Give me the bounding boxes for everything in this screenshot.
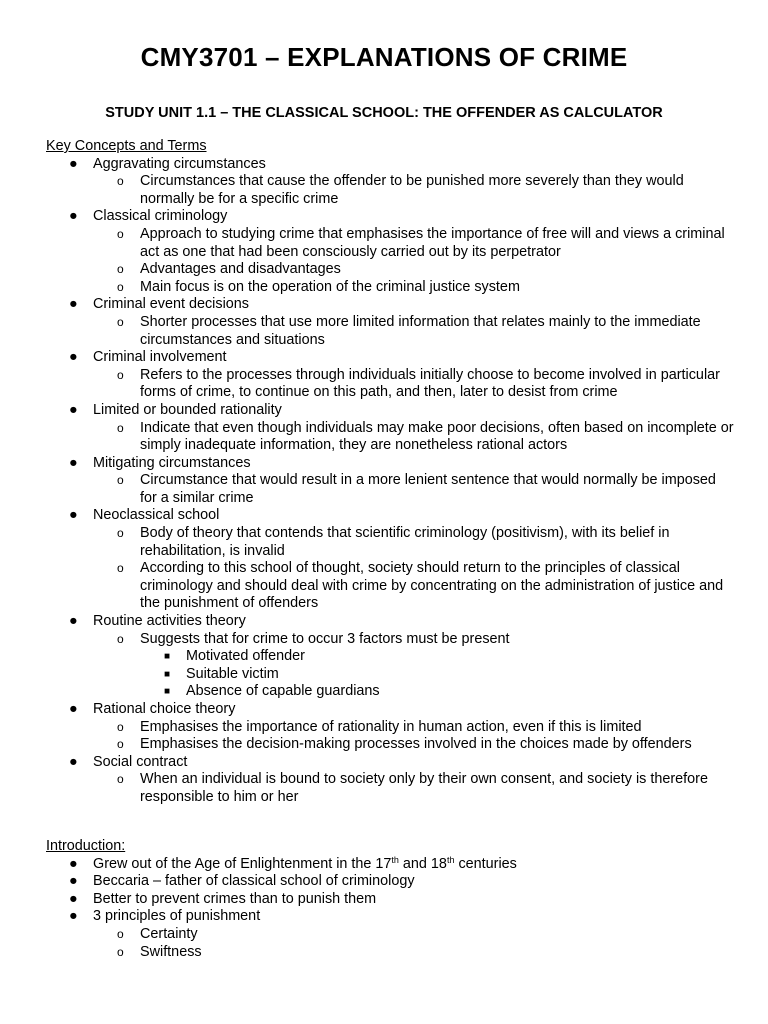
sub-item-text: Refers to the processes through individuals initially choose to become involved in particular forms of crime, to continue on this path, and then, later to desist from crime xyxy=(140,366,720,401)
bullet-icon: ● xyxy=(69,454,78,471)
key-concepts-section xyxy=(46,138,736,807)
sub-list-item xyxy=(93,525,736,560)
document-title: CMY3701 – EXPLANATIONS OF CRIME xyxy=(140,42,628,72)
intro-enlightenment-text: Grew out of the Age of Enlightenment in the 17th and 18th centuries xyxy=(93,854,517,872)
sub-list-item xyxy=(93,420,736,455)
square-bullet-icon: ■ xyxy=(164,668,171,680)
square-bullet-icon: ■ xyxy=(164,651,171,663)
concept-term: Routine activities theory xyxy=(93,613,246,630)
sub-list-item xyxy=(93,173,736,208)
circle-bullet-icon: o xyxy=(117,737,124,752)
circle-bullet-icon: o xyxy=(117,526,124,541)
bullet-icon: ● xyxy=(69,155,78,172)
circle-bullet-icon: o xyxy=(117,262,124,277)
list-item xyxy=(46,908,736,961)
sub-list-item xyxy=(93,367,736,402)
concept-sub-list xyxy=(93,367,736,402)
concept-sub-list xyxy=(93,173,736,208)
concept-item xyxy=(46,754,736,807)
study-unit-subtitle: STUDY UNIT 1.1 – THE CLASSICAL SCHOOL: THE OFFENDER AS CALCULATOR xyxy=(105,105,663,121)
concept-sub-list xyxy=(93,525,736,613)
sub-list-item xyxy=(93,472,736,507)
factor-item xyxy=(140,666,736,684)
concept-item xyxy=(46,507,736,613)
sub-item-text: Circumstances that cause the offender to be punished more severely than they would normally be for a specific crime xyxy=(140,173,684,207)
sub-list-item xyxy=(93,771,736,806)
factor-list xyxy=(140,648,736,701)
bullet-icon: ● xyxy=(69,296,78,313)
circle-bullet-icon: o xyxy=(117,367,124,382)
sub-item-text: Emphasises the decision-making processes involved in the choices made by offenders xyxy=(140,736,692,753)
circle-bullet-icon: o xyxy=(117,279,124,294)
circle-bullet-icon: o xyxy=(117,420,124,435)
sub-list-item xyxy=(93,261,736,279)
bullet-icon: ● xyxy=(69,613,78,630)
concept-sub-list xyxy=(93,631,736,701)
factor-text: Absence of capable guardians xyxy=(186,683,380,700)
concept-term: Classical criminology xyxy=(93,208,228,225)
sub-list-item xyxy=(93,279,736,297)
bullet-icon: ● xyxy=(69,349,78,366)
introduction-section xyxy=(46,838,736,961)
circle-bullet-icon: o xyxy=(117,314,124,329)
concept-term: Criminal involvement xyxy=(93,349,227,366)
circle-bullet-icon: o xyxy=(117,174,124,189)
bullet-icon: ● xyxy=(69,507,78,524)
bullet-icon: ● xyxy=(69,208,78,225)
list-item xyxy=(46,891,736,909)
concept-term: Social contract xyxy=(93,753,188,770)
sub-list-item xyxy=(93,226,736,261)
concept-item xyxy=(46,402,736,455)
sub-list-item xyxy=(93,926,736,944)
sub-list-item xyxy=(93,944,736,962)
concept-term: Criminal event decisions xyxy=(93,296,249,313)
sub-item-text: Certainty xyxy=(140,925,198,942)
concept-term: Mitigating circumstances xyxy=(93,454,251,471)
sub-list-item xyxy=(93,560,736,613)
sub-list-item xyxy=(93,631,736,701)
concept-sub-list xyxy=(93,226,736,296)
sub-item-text: Shorter processes that use more limited information that relates mainly to the immediate circumstances and situations xyxy=(140,313,701,348)
concept-item xyxy=(46,156,736,209)
sub-item-text: Advantages and disadvantages xyxy=(140,261,341,278)
factor-text: Suitable victim xyxy=(186,665,279,682)
concept-item xyxy=(46,349,736,402)
bullet-icon: ● xyxy=(69,401,78,418)
sub-list-item xyxy=(93,314,736,349)
concept-sub-list xyxy=(93,771,736,806)
concept-sub-list xyxy=(93,314,736,349)
circle-bullet-icon: o xyxy=(117,944,124,959)
concept-item xyxy=(46,208,736,296)
sub-list-item xyxy=(93,736,736,754)
bullet-icon: ● xyxy=(69,701,78,717)
concept-term: Aggravating circumstances xyxy=(93,155,266,172)
introduction-list xyxy=(46,856,736,962)
factor-item xyxy=(140,683,736,701)
circle-bullet-icon: o xyxy=(117,473,124,488)
sub-item-text: Indicate that even though individuals may make poor decisions, often based on incomplete or simply inadequate information, they are nonetheless rational actors xyxy=(140,419,734,454)
sub-item-text: Approach to studying crime that emphasises the importance of free will and views a criminal act as one that had been consciously carried out by its perpetrator xyxy=(140,225,725,260)
bullet-icon: ● xyxy=(69,753,78,770)
list-item xyxy=(46,873,736,891)
factor-text: Motivated offender xyxy=(186,648,305,665)
circle-bullet-icon: o xyxy=(117,926,124,941)
concept-term: Rational choice theory xyxy=(93,701,236,717)
intro-item-text: 3 principles of punishment xyxy=(93,908,261,925)
circle-bullet-icon: o xyxy=(117,631,124,646)
bullet-icon: ● xyxy=(69,855,78,872)
concept-item xyxy=(46,455,736,508)
circle-bullet-icon: o xyxy=(117,772,124,787)
bullet-icon: ● xyxy=(69,873,78,890)
sub-item-text: Body of theory that contends that scientific criminology (positivism), with its belief in rehabilitation, is invalid xyxy=(140,525,670,559)
concept-term: Neoclassical school xyxy=(93,507,220,524)
concept-list xyxy=(46,156,736,807)
sub-item-text: Swiftness xyxy=(140,943,202,960)
introduction-heading: Introduction: xyxy=(46,838,126,854)
circle-bullet-icon: o xyxy=(117,226,124,241)
circle-bullet-icon: o xyxy=(117,719,124,734)
sub-item-text: When an individual is bound to society only by their own consent, and society is therefore responsible to him or her xyxy=(140,771,708,805)
list-item xyxy=(46,856,736,874)
bullet-icon: ● xyxy=(69,908,78,925)
intro-item-text: Beccaria – father of classical school of criminology xyxy=(93,873,415,890)
key-concepts-heading: Key Concepts and Terms xyxy=(46,138,207,154)
sub-item-text: Emphasises the importance of rationality in human action, even if this is limited xyxy=(140,718,642,735)
sub-item-text: Suggests that for crime to occur 3 factors must be present xyxy=(140,630,510,647)
concept-sub-list xyxy=(93,719,736,754)
sub-item-text: Circumstance that would result in a more lenient sentence that would normally be imposed for a similar crime xyxy=(140,472,716,506)
concept-term: Limited or bounded rationality xyxy=(93,401,282,418)
square-bullet-icon: ■ xyxy=(164,686,171,698)
sub-item-text: Main focus is on the operation of the criminal justice system xyxy=(140,278,520,295)
bullet-icon: ● xyxy=(69,890,78,907)
concept-sub-list xyxy=(93,472,736,507)
factor-item xyxy=(140,648,736,666)
concept-item xyxy=(46,296,736,349)
circle-bullet-icon: o xyxy=(117,561,124,576)
concept-sub-list xyxy=(93,420,736,455)
concept-item xyxy=(46,613,736,701)
sub-list-item xyxy=(93,719,736,737)
concept-item xyxy=(46,701,736,754)
sub-item-text: According to this school of thought, society should return to the principles of classical criminology and should deal with crime by concentrating on the administration of justice and the punishment of offenders xyxy=(140,560,724,612)
intro-item-text: Better to prevent crimes than to punish them xyxy=(93,890,377,907)
